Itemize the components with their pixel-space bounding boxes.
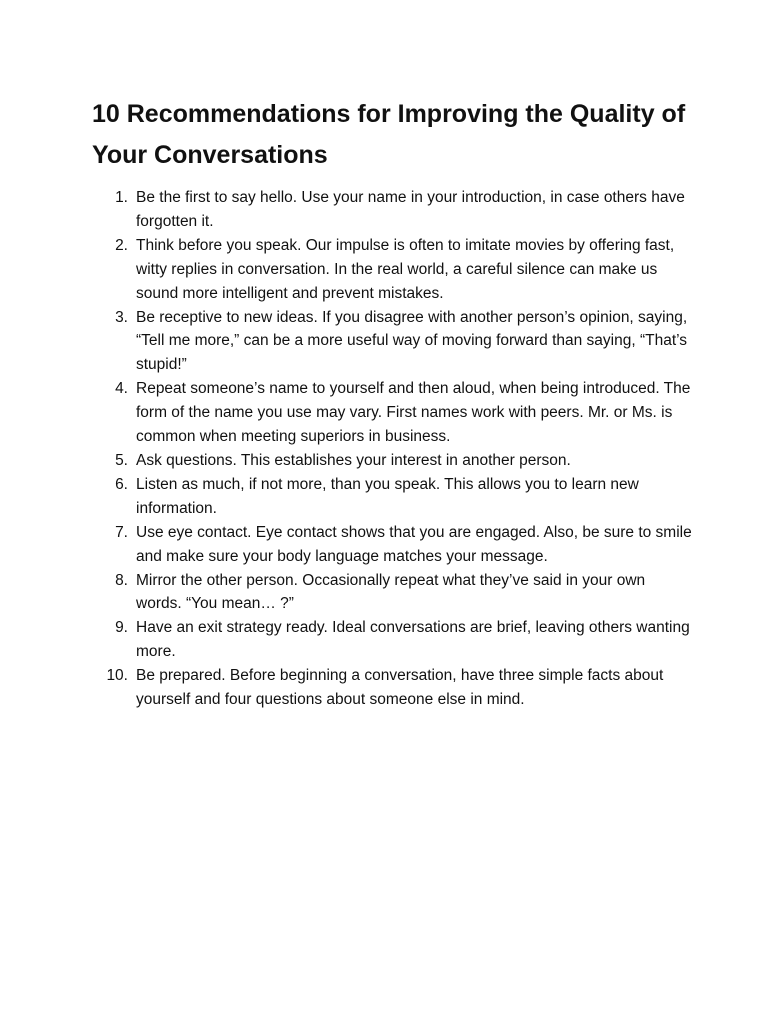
list-item-text: Have an exit strategy ready. Ideal conversations are brief, leaving others wanting more. (136, 619, 690, 661)
list-item (92, 306, 692, 378)
list-item (92, 616, 692, 664)
list-item-number: 10. (106, 667, 128, 685)
list-item-text: Ask questions. This establishes your interest in another person. (136, 451, 571, 469)
list-item-number: 7. (115, 523, 128, 541)
list-item-text: Listen as much, if not more, than you speak. This allows you to learn new information. (136, 475, 639, 517)
list-item-number: 5. (115, 451, 128, 469)
list-item (92, 664, 692, 712)
list-item (92, 473, 692, 521)
list-item-text: Use eye contact. Eye contact shows that you are engaged. Also, be sure to smile and make sure your body language matches your message. (136, 523, 692, 565)
list-item (92, 186, 692, 234)
list-item-text: Think before you speak. Our impulse is often to imitate movies by offering fast, witty replies in conversation. In the real world, a careful silence can make us sound more intelligent and prevent mistakes. (136, 236, 675, 302)
list-item-text: Be the first to say hello. Use your name in your introduction, in case others have forgotten it. (136, 189, 685, 230)
list-item-number: 8. (115, 571, 128, 589)
recommendation-list (92, 186, 692, 712)
list-item (92, 234, 692, 306)
list-item-text: Repeat someone’s name to yourself and then aloud, when being introduced. The form of the name you use may vary. First names work with peers. Mr. or Ms. is common when meeting superiors in business. (136, 380, 691, 446)
list-item-number: 9. (115, 619, 128, 637)
list-item-text: Be prepared. Before beginning a conversation, have three simple facts about yourself and four questions about someone else in mind. (136, 667, 664, 709)
list-item-number: 1. (115, 189, 128, 206)
list-item-text: Be receptive to new ideas. If you disagree with another person’s opinion, saying, “Tell me more,” can be a more useful way of moving forward than saying, “That’s stupid!” (136, 308, 688, 374)
list-item-number: 6. (115, 475, 128, 493)
list-item (92, 377, 692, 449)
list-item-number: 4. (115, 380, 128, 398)
list-item (92, 569, 692, 617)
list-item-text: Mirror the other person. Occasionally repeat what they’ve said in your own words. “You mean… ?” (136, 571, 646, 613)
list-item-number: 2. (115, 236, 128, 254)
list-item (92, 521, 692, 569)
page-title: 10 Recommendations for Improving the Quality of Your Conversations (92, 100, 686, 169)
list-item (92, 449, 692, 473)
list-item-number: 3. (115, 308, 128, 326)
